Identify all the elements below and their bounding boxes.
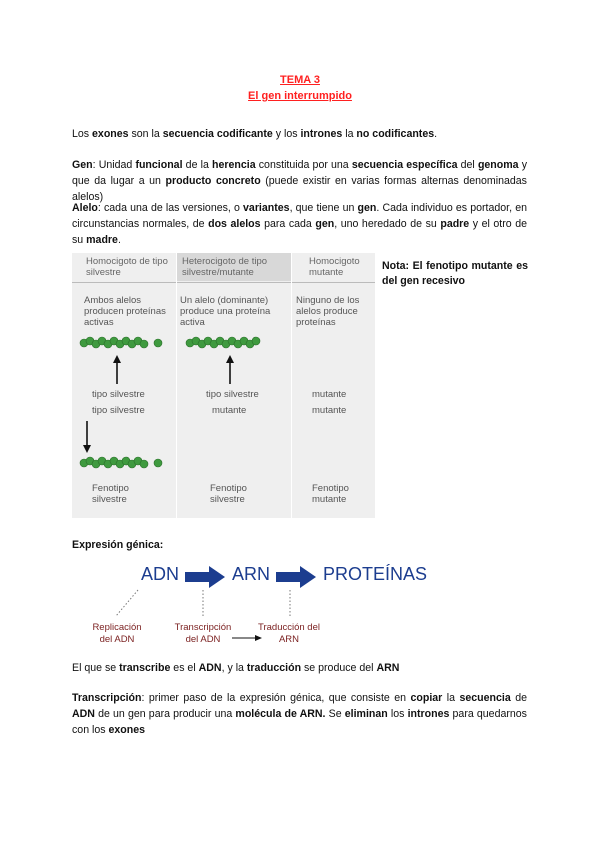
label-traduccion: Traducción del ARN: [258, 622, 320, 645]
arrow-right-icon-2: [276, 566, 316, 588]
header-homocigoto-silvestre: Homocigoto de tipo silvestre: [86, 256, 168, 278]
arrow-right-icon-1: [185, 566, 225, 588]
word-adn: ADN: [141, 564, 180, 584]
protein-chain-icon-col2-top: [184, 333, 274, 353]
up-arrow-icon-col2: [225, 355, 235, 385]
allele2-col2: mutante: [212, 405, 247, 416]
allele1-col2: tipo silvestre: [206, 389, 259, 400]
paragraph-alelo: Alelo: cada una de las versiones, o variantes, que tiene un gen. Cada individuo es portador, en circunstancias normales, de dos alelos para cada gen, uno heredado de su padre y el otro de su madre.: [72, 202, 528, 246]
label-transcripcion: Transcripción del ADN: [174, 622, 232, 645]
word-arn: ARN: [232, 564, 271, 584]
dotted-connector-traduccion: [287, 588, 293, 618]
doc-title-line2: El gen interrumpido: [248, 90, 352, 102]
paragraph-exones: Los exones son la secuencia codificante y los intrones la no codificantes.: [72, 128, 438, 140]
desc-col1: Ambos alelos producen proteínas activas: [84, 295, 166, 328]
header-divider: [72, 282, 375, 283]
allele1-col1: tipo silvestre: [92, 389, 145, 400]
desc-col2: Un alelo (dominante) produce una proteína activa: [180, 295, 271, 328]
allele2-col3: mutante: [312, 405, 347, 416]
column-divider-1: [176, 253, 177, 518]
phenotype-col1: Fenotipo silvestre: [92, 483, 129, 505]
expresion-heading: Expresión génica:: [72, 539, 164, 551]
dotted-connector-replicacion: [112, 588, 142, 620]
allele-table-figure: [72, 253, 375, 518]
down-arrow-icon-col1: [82, 421, 92, 453]
allele1-col3: mutante: [312, 389, 347, 400]
allele2-col1: tipo silvestre: [92, 405, 145, 416]
phenotype-col2: Fenotipo silvestre: [210, 483, 247, 505]
header-heterocigoto: Heterocigoto de tipo silvestre/mutante: [176, 253, 291, 281]
word-proteinas: PROTEÍNAS: [323, 564, 428, 584]
desc-col3: Ninguno de los alelos produce proteínas: [296, 295, 360, 328]
note-fenotipo: Nota: El fenotipo mutante es del gen recesivo: [382, 260, 528, 287]
paragraph-transcripcion: Transcripción: primer paso de la expresión génica, que consiste en copiar la secuencia de ADN de un gen para producir una molécula de ARN. Se eliminan los intrones para quedarnos con los exones: [72, 692, 527, 736]
doc-title-line1: TEMA 3: [280, 74, 320, 86]
header-homocigoto-mutante: Homocigoto mutante: [309, 256, 360, 278]
up-arrow-icon-col1: [112, 355, 122, 385]
column-divider-2: [291, 253, 292, 518]
protein-chain-icon-col1-bottom: [78, 453, 168, 473]
protein-chain-icon-col1-top: [78, 333, 168, 353]
paragraph-transcribe: El que se transcribe es el ADN, y la traducción se produce del ARN: [72, 662, 400, 674]
phenotype-col3: Fenotipo mutante: [312, 483, 349, 505]
label-replicacion: Replicación del ADN: [92, 622, 142, 645]
paragraph-gen: Gen: Unidad funcional de la herencia constituida por una secuencia específica del genoma y que da lugar a un producto concreto (puede existir en varias formas alternas denominadas alelos): [72, 159, 528, 203]
dotted-connector-transcripcion: [200, 588, 206, 620]
